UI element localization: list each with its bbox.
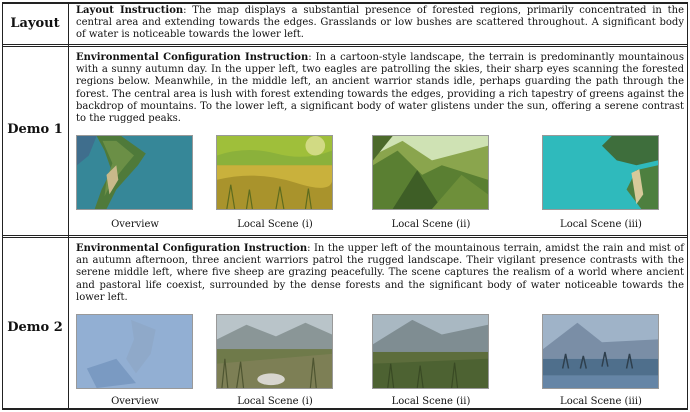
- left-border: [2, 2, 3, 410]
- layout-instruction: [76, 5, 684, 42]
- column-divider: [68, 2, 69, 410]
- demo2-caption-local-scene-i: Local Scene (i): [237, 396, 313, 407]
- demo1-caption-local-scene-iii: Local Scene (iii): [560, 219, 642, 230]
- layout-row-label: Layout: [10, 16, 60, 31]
- demo2-local-scene-ii-image: [372, 314, 489, 389]
- comparison-table: [2, 2, 688, 410]
- demo1-local-scene-i-image: [216, 135, 333, 210]
- demo2-local-scene-iii-image: [542, 314, 659, 389]
- bottom-rule: [2, 408, 688, 410]
- demo2-caption-overview: Overview: [111, 396, 159, 407]
- top-rule: [2, 2, 688, 4]
- demo1-caption-overview: Overview: [111, 219, 159, 230]
- demo1-local-scene-iii-image: [542, 135, 659, 210]
- layout-instruction-heading: Layout Instruction: [76, 5, 184, 16]
- row-rule: [2, 44, 688, 45]
- demo1-label: Demo 1: [7, 122, 63, 137]
- demo1-instruction-text: : In a cartoon-style landscape, the terrain is predominantly mountainous with a sunny autumn day. In the upper left, two eagles are patrolling the skies, their sharp eyes scanning the forested regions below. Meanwhile, in the middle left, an ancient warrior stands idle, perhaps guarding the path through the forest. The central area is lush with forest extending towards the edges, providing a rich tapestry of greens against the backdrop of mountains. To the lower left, a significant body of water glistens under the sun, offering a serene contrast to the rugged peaks.: [76, 52, 684, 125]
- demo1-overview-image: [76, 135, 193, 210]
- demo1-instruction-heading: Environmental Configuration Instruction: [76, 52, 309, 63]
- demo2-instruction: [76, 243, 684, 304]
- row-rule: [2, 46, 688, 47]
- demo2-overview-image: [76, 314, 193, 389]
- demo2-instruction-heading: Environmental Configuration Instruction: [76, 243, 308, 254]
- right-border: [687, 2, 688, 410]
- demo1-caption-local-scene-ii: Local Scene (ii): [391, 219, 471, 230]
- row-rule: [2, 237, 688, 238]
- layout-instruction-text: : The map displays a substantial presence of forested regions, primarily concentrated in the central area and extending towards the edges. Grasslands or low bushes are scattered throughout. A significant body of water is noticeable towards the lower left.: [76, 5, 684, 41]
- demo1-caption-local-scene-i: Local Scene (i): [237, 219, 313, 230]
- demo2-local-scene-i-image: [216, 314, 333, 389]
- demo2-instruction-text: : In the upper left of the mountainous terrain, amidst the rain and mist of an autumn afternoon, three ancient warriors patrol the rugged landscape. Their vigilant presence contrasts with the serene middle left, where five sheep are grazing peacefully. The scene captures the realism of a world where ancient and pastoral life coexist, surrounded by the dense forests and the significant body of water noticeable towards the lower left.: [76, 243, 684, 303]
- row-rule: [2, 235, 688, 236]
- demo1-local-scene-ii-image: [372, 135, 489, 210]
- demo2-caption-local-scene-ii: Local Scene (ii): [391, 396, 471, 407]
- demo1-instruction: [76, 52, 684, 125]
- demo2-label: Demo 2: [7, 320, 63, 335]
- demo2-caption-local-scene-iii: Local Scene (iii): [560, 396, 642, 407]
